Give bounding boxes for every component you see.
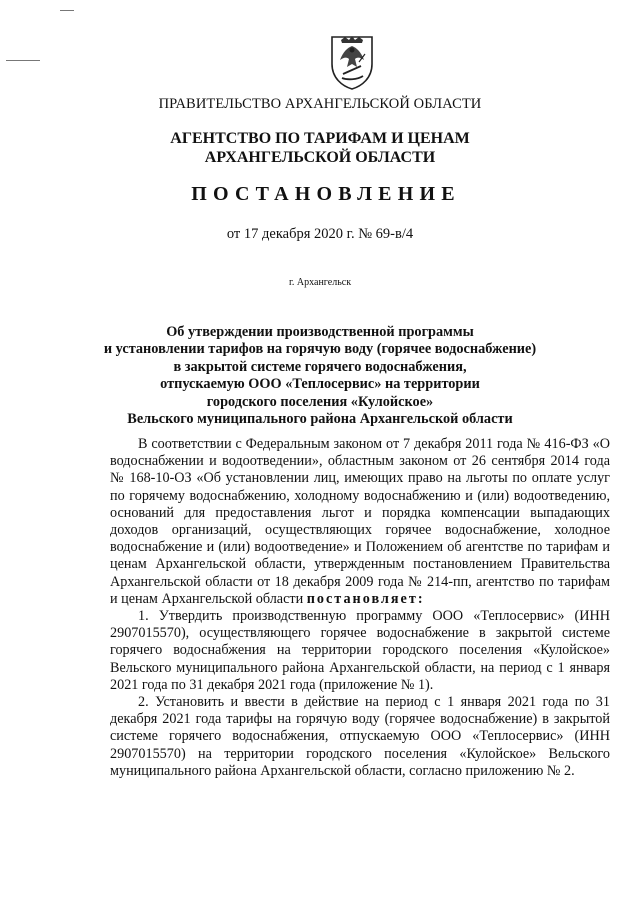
preamble-paragraph bbox=[110, 436, 610, 608]
item-1-paragraph: 1. Утвердить производственную программу ООО «Теплосервис» (ИНН 2907015570), осуществляющего горячее водоснабжение в закрытой системе горячего водоснабжения на территории городского поселения «Кулойское» Вельского муниципального района Архангельской области, на период с 1 января 2021 года по 31 декабря 2021 года (приложение № 1). bbox=[110, 608, 610, 693]
agency-name-line: АГЕНТСТВО ПО ТАРИФАМ И ЦЕНАМ bbox=[170, 130, 470, 147]
city: г. Архангельск bbox=[288, 277, 352, 288]
agency-name-line: АРХАНГЕЛЬСКОЙ ОБЛАСТИ bbox=[204, 149, 436, 166]
agency-name bbox=[0, 129, 640, 167]
title-line: городского поселения «Кулойское» bbox=[206, 393, 434, 410]
date-and-number: от 17 декабря 2020 г. № 69-в/4 bbox=[226, 226, 414, 242]
document-body bbox=[110, 436, 610, 780]
scan-mark bbox=[60, 10, 74, 11]
preamble-text: В соответствии с Федеральным законом от 7 декабря 2011 года № 416-ФЗ «О водоснабжении и водоотведении», областным законом от 26 сентября 2014 года № 168-10-ОЗ «Об установлении лиц, имеющих право на льготы по оплате услуг по горячему водоснабжению, холодному водоснабжению и (или) водоотведению, оснований для предоставления льгот и порядка компенсации выпадающих доходов организаций, осуществляющих горячее водоснабжение, холодное водоснабжение и (или) водоотведение» и Положением об агентстве по тарифам и ценам Архангельской области, утвержденным постановлением Правительства Архангельской области от 18 декабря 2009 года № 214-пп, агентство по тарифам и ценам Архангельской области bbox=[110, 436, 610, 607]
title-line: отпускаемую ООО «Теплосервис» на территории bbox=[160, 376, 480, 393]
resolves-word: постановляет: bbox=[306, 590, 425, 607]
government-name: ПРАВИТЕЛЬСТВО АРХАНГЕЛЬСКОЙ ОБЛАСТИ bbox=[158, 96, 482, 112]
item-2-paragraph: 2. Установить и ввести в действие на период с 1 января 2021 года по 31 декабря 2021 года тарифы на горячую воду (горячее водоснабжение) в закрытой системе горячего водоснабжения, отпускаемую ООО «Теплосервис» (ИНН 2907015570) на территории городского поселения «Кулойское» Вельского муниципального района Архангельской области, согласно приложению № 2. bbox=[110, 694, 610, 779]
title-line: Об утверждении производственной программы bbox=[166, 324, 474, 340]
coat-of-arms-archangel-icon bbox=[329, 34, 375, 90]
scan-mark bbox=[6, 60, 40, 61]
document-type: ПОСТАНОВЛЕНИЕ bbox=[191, 183, 461, 205]
title-line: в закрытой системе горячего водоснабжения, bbox=[173, 358, 467, 375]
title-line: и установлении тарифов на горячую воду (горячее водоснабжение) bbox=[103, 341, 537, 358]
title-line: Вельского муниципального района Архангельской области bbox=[127, 411, 513, 428]
document-title bbox=[0, 324, 640, 428]
